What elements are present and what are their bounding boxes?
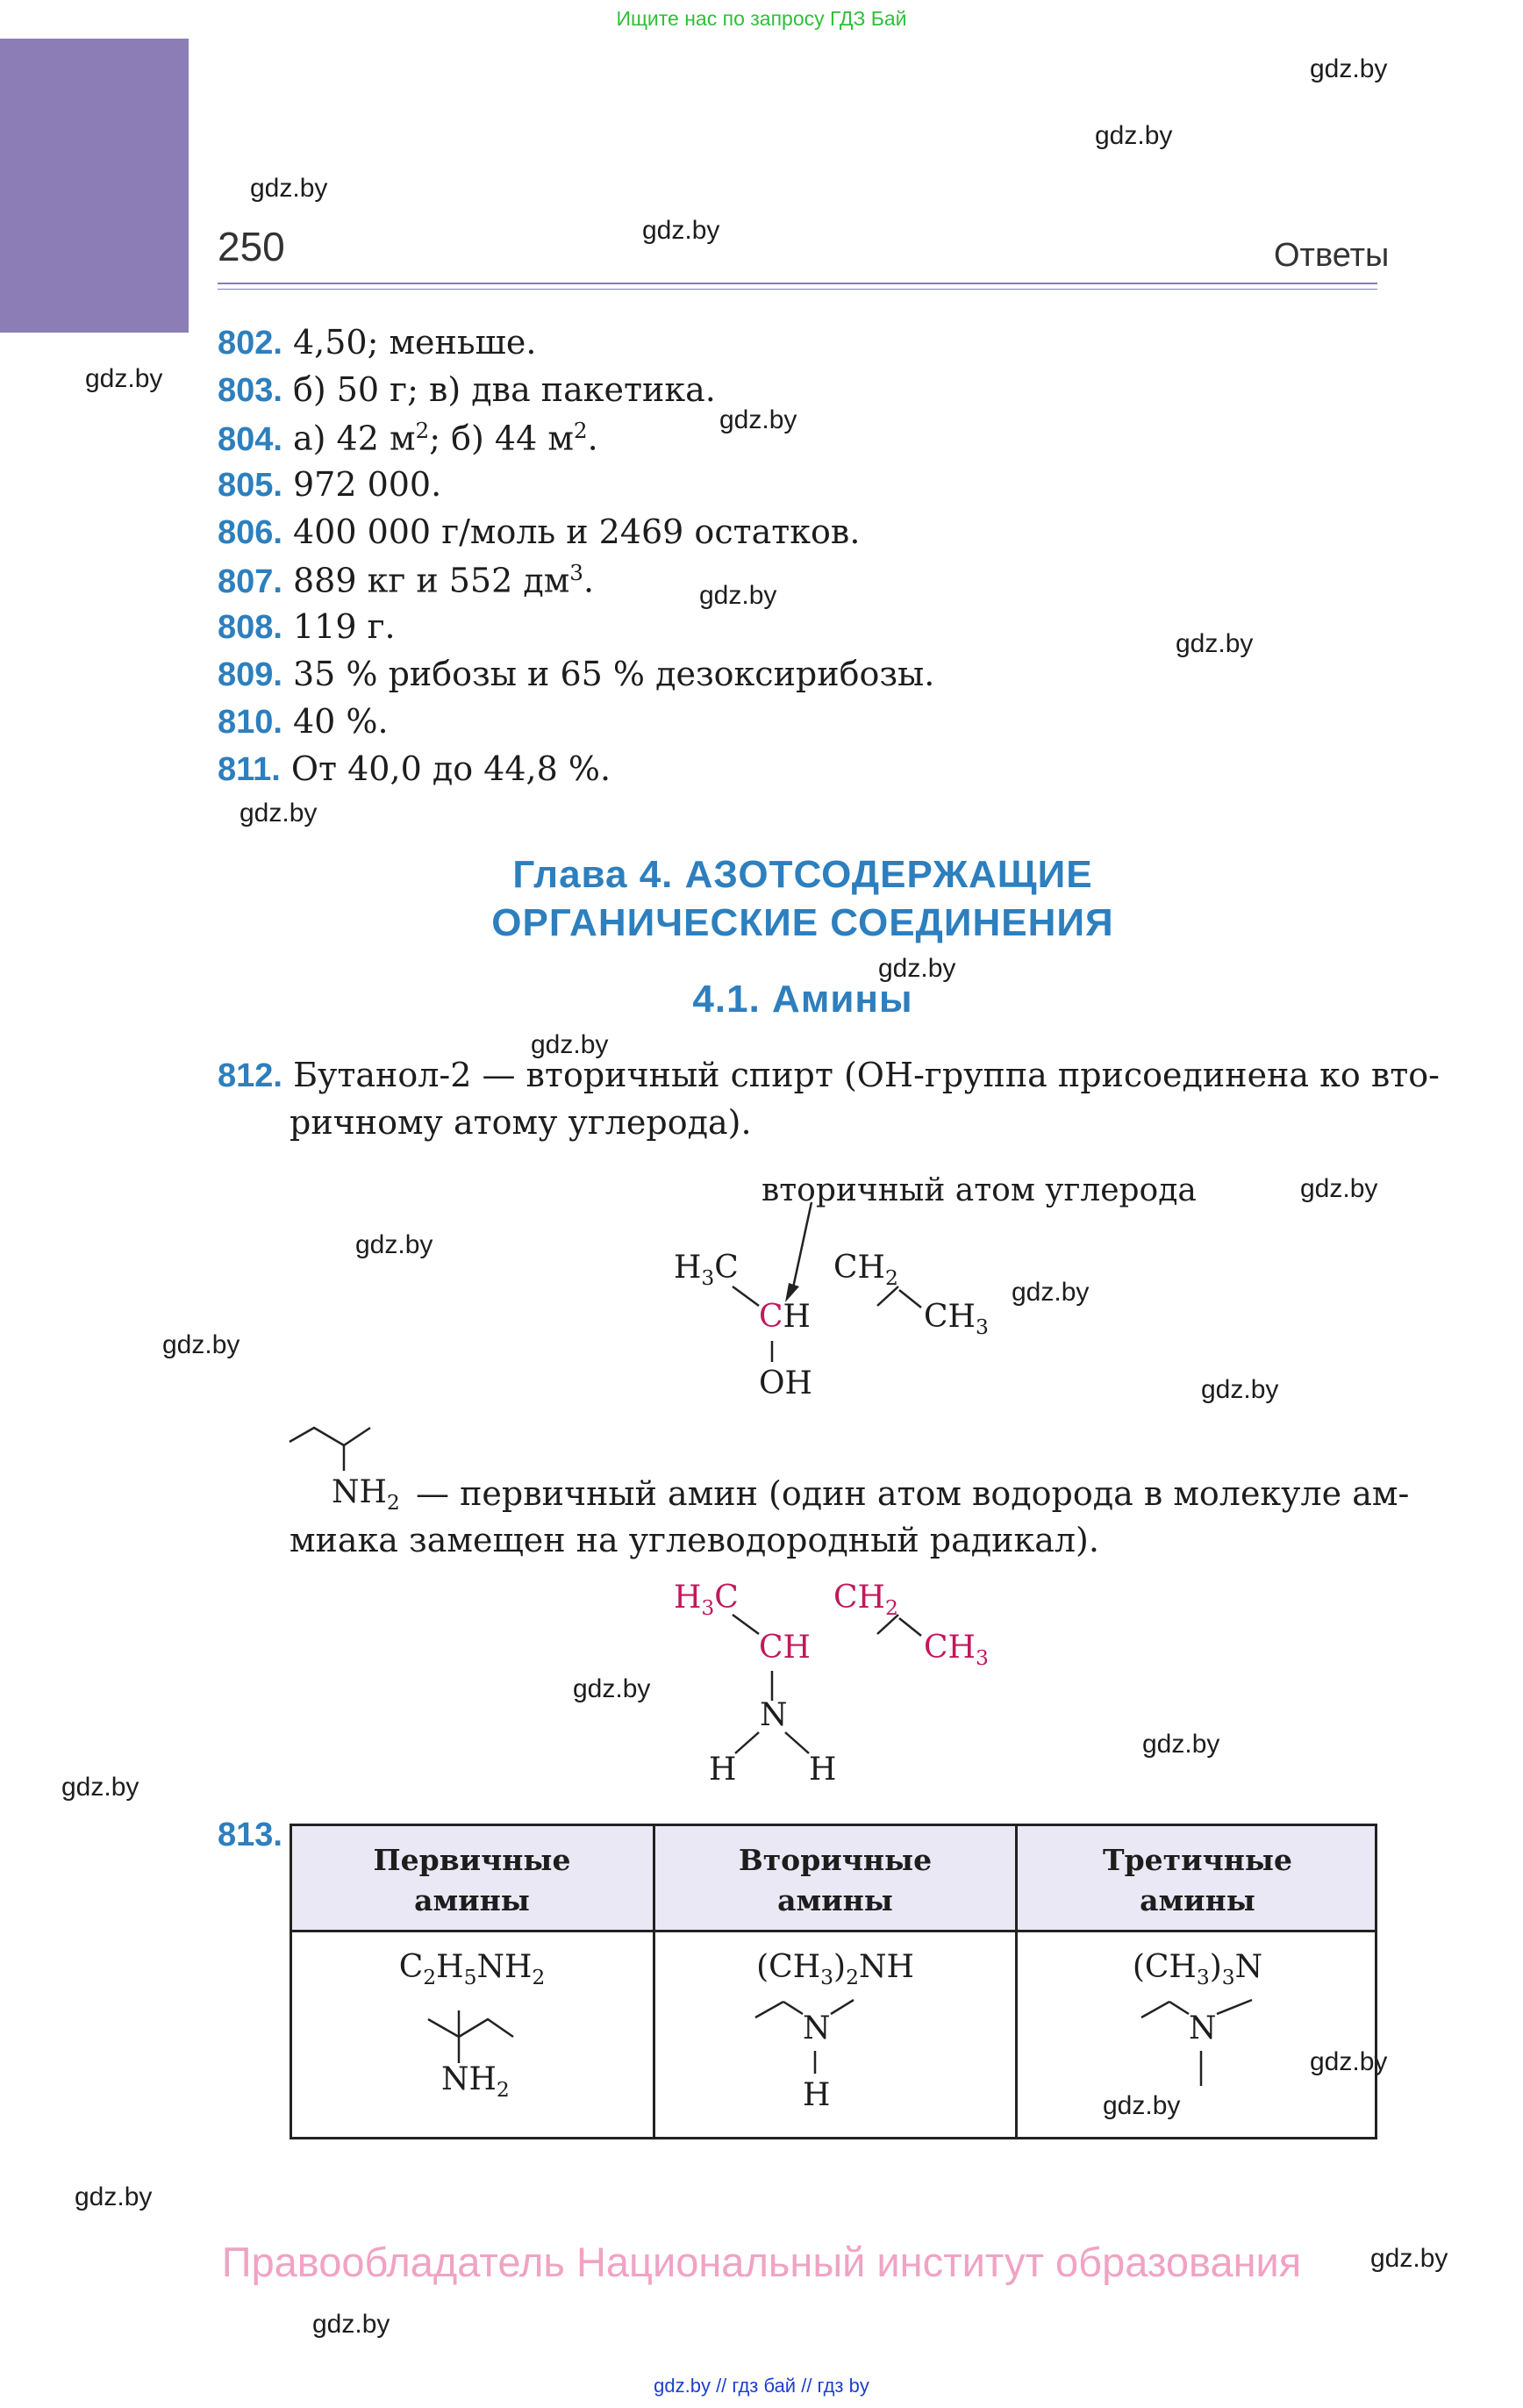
header-line: амины xyxy=(414,1883,530,1917)
copyright-footer: Правообладатель Национальный институт образования xyxy=(221,2239,1302,2285)
h3c-group: $H_3C$ xyxy=(674,1250,739,1291)
tertiary-amine-formula: $(CH_3)_3N$ xyxy=(1132,1949,1263,1990)
n-atom: N xyxy=(803,2010,831,2046)
page-number: 250 xyxy=(218,224,285,269)
primary-amine-formula: $C_2H_5NH_2$ xyxy=(398,1949,546,1990)
watermark: gdz.by xyxy=(1103,2091,1181,2120)
answer-number: 802. xyxy=(218,325,282,362)
ch-group: CH xyxy=(759,1630,811,1666)
ch2-group: $CH_2$ xyxy=(833,1250,898,1291)
chapter-title: ОРГАНИЧЕСКИЕ СОЕДИНЕНИЯ xyxy=(491,901,1114,944)
watermark: gdz.by xyxy=(250,174,328,203)
amines-table xyxy=(290,1824,1377,2139)
q813-number xyxy=(218,1815,282,1854)
ch3-group: $CH_3$ xyxy=(924,1299,989,1340)
answer-text: От 40,0 до 44,8 %. xyxy=(290,749,611,788)
superscript: 2 xyxy=(415,418,430,443)
watermark: gdz.by xyxy=(162,1330,240,1359)
n-atom: N xyxy=(1189,2010,1217,2046)
amine-line2: миака замещен на углеводородный радикал). xyxy=(290,1521,1099,1559)
header-line: амины xyxy=(777,1883,893,1917)
question-number: 812. xyxy=(218,1057,282,1094)
answer-text: ; б) 44 м xyxy=(429,419,574,458)
answer-text: . xyxy=(583,561,595,600)
watermark: gdz.by xyxy=(719,405,797,434)
answer-number: 808. xyxy=(218,609,282,646)
secondary-carbon-label: вторичный атом углерода xyxy=(762,1172,1197,1208)
answer-number: 804. xyxy=(218,420,282,458)
h3c-group: $H_3C$ xyxy=(674,1580,739,1621)
h-atom: H xyxy=(803,2077,831,2113)
answer-text: б) 50 г; в) два пакетика. xyxy=(292,370,716,409)
n-atom: N xyxy=(760,1697,788,1733)
amine-line1: — первичный амин (один атом водорода в молекуле ам- xyxy=(416,1474,1410,1513)
answer-text: 35 % рибозы и 65 % дезоксирибозы. xyxy=(292,655,935,693)
watermark: gdz.by xyxy=(573,1674,651,1703)
watermark: gdz.by xyxy=(1370,2244,1448,2273)
answer-text: 40 %. xyxy=(292,702,389,741)
watermark: gdz.by xyxy=(642,216,720,245)
q812-text: Бутанол-2 — вторичный спирт (ОН-группа присоединена ко вто- xyxy=(293,1056,1440,1094)
watermark: gdz.by xyxy=(61,1773,139,1802)
answer-text: 119 г. xyxy=(292,607,396,646)
watermark: gdz.by xyxy=(1310,54,1388,83)
answer-text: 4,50; меньше. xyxy=(292,323,537,362)
nh2-label: $NH_2$ xyxy=(441,2061,510,2103)
watermark: gdz.by xyxy=(878,954,956,983)
h-atom: H xyxy=(709,1752,737,1788)
nh2-label: $NH_2$ xyxy=(332,1474,400,1516)
answer-number: 803. xyxy=(218,372,282,409)
watermark: gdz.by xyxy=(699,581,777,610)
answer-text: . xyxy=(587,419,598,458)
watermark: gdz.by xyxy=(75,2182,153,2211)
watermark: gdz.by xyxy=(1176,629,1254,658)
watermark: gdz.by xyxy=(240,799,318,828)
bottom-links[interactable]: gdz.by // гдз бай // гдз by xyxy=(654,2375,869,2397)
watermark: gdz.by xyxy=(531,1030,609,1059)
superscript: 2 xyxy=(573,418,588,443)
answer-number: 807. xyxy=(218,563,282,600)
watermark: gdz.by xyxy=(1012,1278,1090,1307)
secondary-amine-formula: $(CH_3)_2NH$ xyxy=(756,1949,914,1990)
ch-group: CH xyxy=(759,1299,811,1335)
search-banner: Ищите нас по запросу ГДЗ Бай xyxy=(616,7,907,30)
q812-line2: ричному атому углерода). xyxy=(290,1103,752,1142)
ch3-group: $CH_3$ xyxy=(924,1630,989,1671)
answer-number: 806. xyxy=(218,514,282,551)
h-atom: H xyxy=(809,1752,837,1788)
header-line: амины xyxy=(1140,1883,1255,1917)
answer-text: 889 кг и 552 дм xyxy=(292,561,570,600)
ch2-group: $CH_2$ xyxy=(833,1580,898,1621)
watermark: gdz.by xyxy=(1142,1730,1220,1759)
question-number: 813. xyxy=(218,1817,282,1853)
answer-number: 805. xyxy=(218,467,282,504)
chapter-title: Глава 4. АЗОТСОДЕРЖАЩИЕ xyxy=(512,853,1093,896)
answer-text: а) 42 м xyxy=(292,419,416,458)
section-title: Ответы xyxy=(1274,237,1390,274)
answer-number: 810. xyxy=(218,704,282,741)
watermark: gdz.by xyxy=(355,1230,433,1259)
answer-text: 972 000. xyxy=(292,465,442,504)
watermark: gdz.by xyxy=(1095,121,1173,150)
watermark: gdz.by xyxy=(1300,1174,1378,1203)
superscript: 3 xyxy=(569,560,584,585)
answer-text: 400 000 г/моль и 2469 остатков. xyxy=(292,512,861,551)
oh-group: OH xyxy=(759,1365,812,1401)
watermark: gdz.by xyxy=(1201,1375,1279,1404)
watermark: gdz.by xyxy=(85,364,163,393)
subsection-title: 4.1. Амины xyxy=(692,978,913,1021)
watermark: gdz.by xyxy=(312,2310,390,2339)
header-line: Первичные xyxy=(373,1843,571,1877)
header-line: Вторичные xyxy=(738,1843,933,1877)
header-line: Третичные xyxy=(1103,1843,1292,1877)
answer-number: 811. xyxy=(218,751,281,788)
answer-number: 809. xyxy=(218,656,282,693)
watermark: gdz.by xyxy=(1310,2047,1388,2076)
